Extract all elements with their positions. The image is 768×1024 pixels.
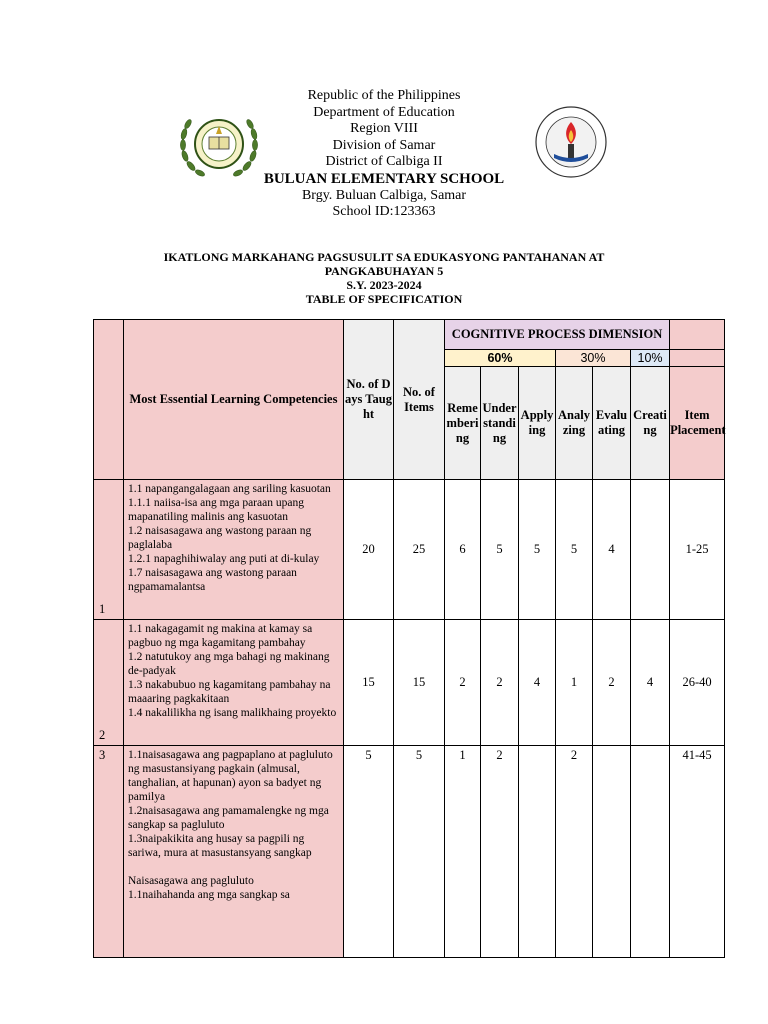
row-competencies <box>124 620 344 746</box>
row-remembering: 1 <box>445 746 481 958</box>
row-applying: 5 <box>519 480 556 620</box>
row-items: 5 <box>394 746 445 958</box>
row-days: 15 <box>344 620 394 746</box>
competency-line: 1.2 natutukoy ang mga bahagi ng makinang de-padyak <box>128 651 330 677</box>
header-days-taught-label: No. of Days Taught <box>345 377 392 421</box>
row-creating <box>631 480 670 620</box>
row-understanding: 2 <box>481 746 519 958</box>
header-applying-label: Applying <box>520 408 554 437</box>
competency-line: 1.1naihahanda ang mga sangkap sa <box>128 889 290 901</box>
row-placement: 26-40 <box>670 620 725 746</box>
competency-line: Naisasagawa ang pagluluto <box>128 875 254 887</box>
header-evaluating-label: Evaluating <box>595 408 628 437</box>
specification-table <box>93 319 725 958</box>
header-understanding-label: Understanding <box>482 400 517 445</box>
header-placement-mid <box>670 350 725 367</box>
header-analyzing-label: Analyzing <box>558 408 590 437</box>
row-items: 15 <box>394 620 445 746</box>
header-line-deped: Department of Education <box>313 104 455 120</box>
title-line-4: TABLE OF SPECIFICATION <box>305 292 463 306</box>
title-line-3: S.Y. 2023-2024 <box>346 278 422 292</box>
school-logo-icon <box>528 104 614 180</box>
header-understanding <box>481 367 519 480</box>
row-evaluating: 2 <box>593 620 631 746</box>
row-analyzing: 1 <box>556 620 593 746</box>
header-line-region: Region VIII <box>350 121 418 137</box>
row-analyzing: 5 <box>556 480 593 620</box>
competency-line: 1.2naisasagawa ang pamamalengke ng mga <box>128 805 329 817</box>
document-title <box>0 250 768 306</box>
school-address: Brgy. Buluan Calbiga, Samar <box>301 187 467 203</box>
row-competencies <box>124 480 344 620</box>
school-name: BULUAN ELEMENTARY SCHOOL <box>263 170 505 187</box>
row-applying: 4 <box>519 620 556 746</box>
row-days: 5 <box>344 746 394 958</box>
header-pct-30: 30% <box>556 350 631 367</box>
row-understanding: 5 <box>481 480 519 620</box>
competency-line: pamilya <box>128 791 166 803</box>
header-evaluating <box>593 367 631 480</box>
row-number: 2 <box>94 620 124 746</box>
competency-line: 1.7 naisasagawa ang wastong paraan ngpamamalantsa <box>128 567 297 593</box>
school-header <box>0 88 768 221</box>
competency-line: 1.1 napangangalagaan ang sariling kasuotan <box>128 483 331 495</box>
table-row <box>94 746 725 958</box>
row-evaluating: 4 <box>593 480 631 620</box>
header-creating <box>631 367 670 480</box>
competency-line: 1.3 nakabubuo ng kagamitang pambahay na maaaring pagkakitaan <box>128 679 331 705</box>
header-pct-60: 60% <box>445 350 556 367</box>
header-creating-label: Creating <box>633 408 667 437</box>
row-remembering: 6 <box>445 480 481 620</box>
row-placement: 1-25 <box>670 480 725 620</box>
row-evaluating <box>593 746 631 958</box>
competency-line: 1.1.1 naiisa-isa ang mga paraan upang mapanatiling malinis ang kasuotan <box>128 497 304 523</box>
row-understanding: 2 <box>481 620 519 746</box>
header-applying <box>519 367 556 480</box>
table-row <box>94 480 725 620</box>
row-creating <box>631 746 670 958</box>
header-cognitive-dimension: COGNITIVE PROCESS DIMENSION <box>445 320 670 350</box>
header-no-items: No. of Items <box>394 320 445 480</box>
school-id: School ID:123363 <box>332 204 436 220</box>
competency-line: 1.2.1 napaghihiwalay ang puti at di-kulay <box>128 553 320 565</box>
table-row <box>94 620 725 746</box>
header-line-republic: Republic of the Philippines <box>307 88 461 103</box>
header-pct-10: 10% <box>631 350 670 367</box>
header-line-district: District of Calbiga II <box>325 154 443 170</box>
row-number: 3 <box>94 746 124 958</box>
row-items: 25 <box>394 480 445 620</box>
row-applying <box>519 746 556 958</box>
row-competencies <box>124 746 344 958</box>
deped-seal-icon <box>176 104 262 180</box>
title-line-2: PANGKABUHAYAN 5 <box>324 264 444 278</box>
competency-line: 1.3naipakikita ang husay sa pagpili ng sariwa, mura at masustansyang sangkap <box>128 833 312 859</box>
row-placement: 41-45 <box>670 746 725 958</box>
header-days-taught <box>344 320 394 480</box>
header-competencies: Most Essential Learning Competencies <box>124 320 344 480</box>
row-creating: 4 <box>631 620 670 746</box>
competency-line: 1.4 nakalilikha ng isang malikhaing proyekto <box>128 707 337 719</box>
competency-line: sangkap sa pagluluto <box>128 819 225 831</box>
competency-line: 1.1 nakagagamit ng makina at kamay sa pagbuo ng mga kagamitang pambahay <box>128 623 313 649</box>
competency-line: 1.2 naisasagawa ang wastong paraan ng paglalaba <box>128 525 312 551</box>
header-analyzing <box>556 367 593 480</box>
header-remembering-label: Remembering <box>446 400 479 445</box>
header-line-division: Division of Samar <box>332 137 436 153</box>
row-number: 1 <box>94 480 124 620</box>
row-days: 20 <box>344 480 394 620</box>
row-remembering: 2 <box>445 620 481 746</box>
competency-line <box>128 860 339 874</box>
header-item-placement: Item Placement <box>670 367 725 480</box>
competency-line: ng masustansiyang pagkain (almusal, tanghalian, at hapunan) ayon sa badyet ng <box>128 763 322 789</box>
title-line-1: IKATLONG MARKAHANG PAGSUSULIT SA EDUKASYONG PANTAHANAN AT <box>163 250 605 264</box>
competency-line: 1.1naisasagawa ang pagpaplano at pagluluto <box>128 749 333 761</box>
header-placement-top <box>670 320 725 350</box>
row-analyzing: 2 <box>556 746 593 958</box>
header-remembering <box>445 367 481 480</box>
header-number-cell <box>94 320 124 480</box>
